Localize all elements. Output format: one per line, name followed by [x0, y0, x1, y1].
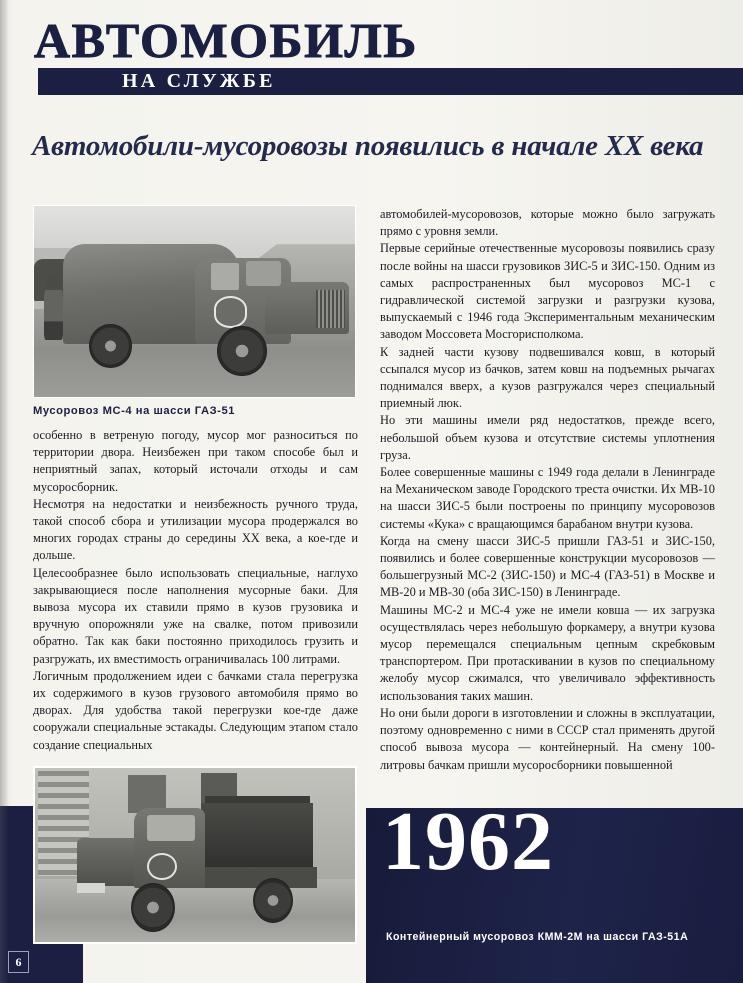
- photo-worker: [44, 277, 63, 340]
- paragraph: Машины МС-2 и МС-4 уже не имели ковша — их загрузка осуществлялась через небольшую форкамеру, а внутри кузова мусор перемещался специальным цепным скребковым транспортером. При протаскивании в кузов по специальному желобу мусор сжимался, что увеличивало эффективность использования таких машин.: [380, 602, 715, 703]
- paragraph: особенно в ветреную погоду, мусор мог разноситься по территории двора. Неизбежен при таком способе был и неприятный запах, который источали отходы и сам мусоросборник.: [33, 428, 358, 494]
- photo-container-truck-kmm2m: [33, 766, 357, 944]
- masthead: [0, 0, 743, 106]
- photo-rear-wheel: [253, 878, 293, 924]
- paragraph: Первые серийные отечественные мусоровозы появились сразу после войны на шасси грузовиков ЗИС-5 и ЗИС-150. Одним из самых распространенных был мусоровоз МС-1 с гидравлической системой загрузки и разгрузки кузова, выпускаемый с 1946 года Экспериментальным механическим заводом Моссовета Мосгорисполкома.: [380, 241, 715, 342]
- photo-windshield: [246, 261, 281, 286]
- paragraph: Когда на смену шасси ЗИС-5 пришли ГАЗ-51 и ЗИС-150, появились и более совершенные конструкции мусоровозов — большегрузный МС-2 (ЗИС-150) и МС-4 (ГАЗ-51) в Москве и МВ-20 и МВ-30 (оба ЗИС-150) в Ленинграде.: [380, 533, 715, 600]
- right-column-text: [380, 206, 715, 774]
- photo-containers: [201, 803, 313, 876]
- caption-top-photo: Мусоровоз МС-4 на шасси ГАЗ-51: [33, 405, 235, 417]
- paragraph: Но они были дороги в изготовлении и сложны в эксплуатации, поэтому одновременно с ними в СССР стал применять другой способ вывоза мусора — контейнерный. На смену 100-литровы бачкам пришли мусоросборники повышенной: [380, 705, 715, 772]
- photo-front-wheel: [131, 883, 175, 932]
- caption-bottom-photo: Контейнерный мусоровоз КММ-2М на шасси ГАЗ-51А: [386, 931, 689, 943]
- left-column-text: [33, 427, 358, 754]
- photo-cab-window: [211, 263, 240, 290]
- photo-license-plate: [77, 883, 106, 893]
- masthead-title: АВТОМОБИЛЬ: [34, 13, 418, 68]
- left-column: [33, 205, 358, 754]
- year-label: 1962: [382, 795, 554, 888]
- paragraph: Но эти машины имели ряд недостатков, прежде всего, небольшой объем кузова и отсутствие системы уплотнения груза.: [380, 413, 715, 462]
- paragraph: автомобилей-мусоровозов, которые можно было загружать прямо с уровня земли.: [380, 207, 715, 239]
- photo-cab-window: [147, 815, 195, 841]
- paragraph: Логичным продолжением идеи с бачками стала перегрузка их содержимого в кузов грузового автомобиля прямо во дворах. Для удобства такой перегрузки кое-где даже сооружали специальные эстакады. Следующим этапом стало создание специальных: [33, 668, 358, 752]
- article-headline: Автомобили-мусоровозы появились в начале XX века: [32, 130, 704, 163]
- photo-door-emblem: [214, 296, 247, 329]
- masthead-subtitle: НА СЛУЖБЕ: [122, 70, 276, 92]
- paragraph: Несмотря на недостатки и неизбежность ручного труда, такой способ сбора и утилизации мусора продержался во многих городах страны до середины XX века, а кое-где и дольше.: [33, 496, 358, 563]
- photo-radiator-grille: [316, 290, 345, 328]
- photo-front-wheel: [217, 326, 267, 376]
- paragraph: Более совершенные машины с 1949 года делали в Ленинграде на Механическом заводе Городского треста очистки. Их МВ-10 на шасси ЗИС-5 были построены по принципу мусоровозов системы «Кука» с вращающимся барабаном внутри кузова.: [380, 465, 715, 531]
- right-column: [380, 206, 715, 774]
- photo-door-emblem: [147, 853, 177, 880]
- photo-garbage-truck-ms4: [33, 205, 356, 398]
- paragraph: К задней части кузову подвешивался ковш, в который ссыпался мусор из бачков, затем ковш на подъемных рычагах поднимался вверх, а кузов разгружался через специальный приемный люк.: [380, 344, 715, 411]
- page-number: 6: [8, 951, 29, 973]
- paragraph: Целесообразнее было использовать специальные, наглухо закрывающиеся после наполнения мусорные баки. Для вывоза мусора их ставили прямо в кузов грузовика и вручную опорожняли уже на свалке, потом привозили обратно. Так как баки постоянно приходилось грузить и разгружать, их вместимость ограничивалась 100 литрами.: [33, 565, 358, 666]
